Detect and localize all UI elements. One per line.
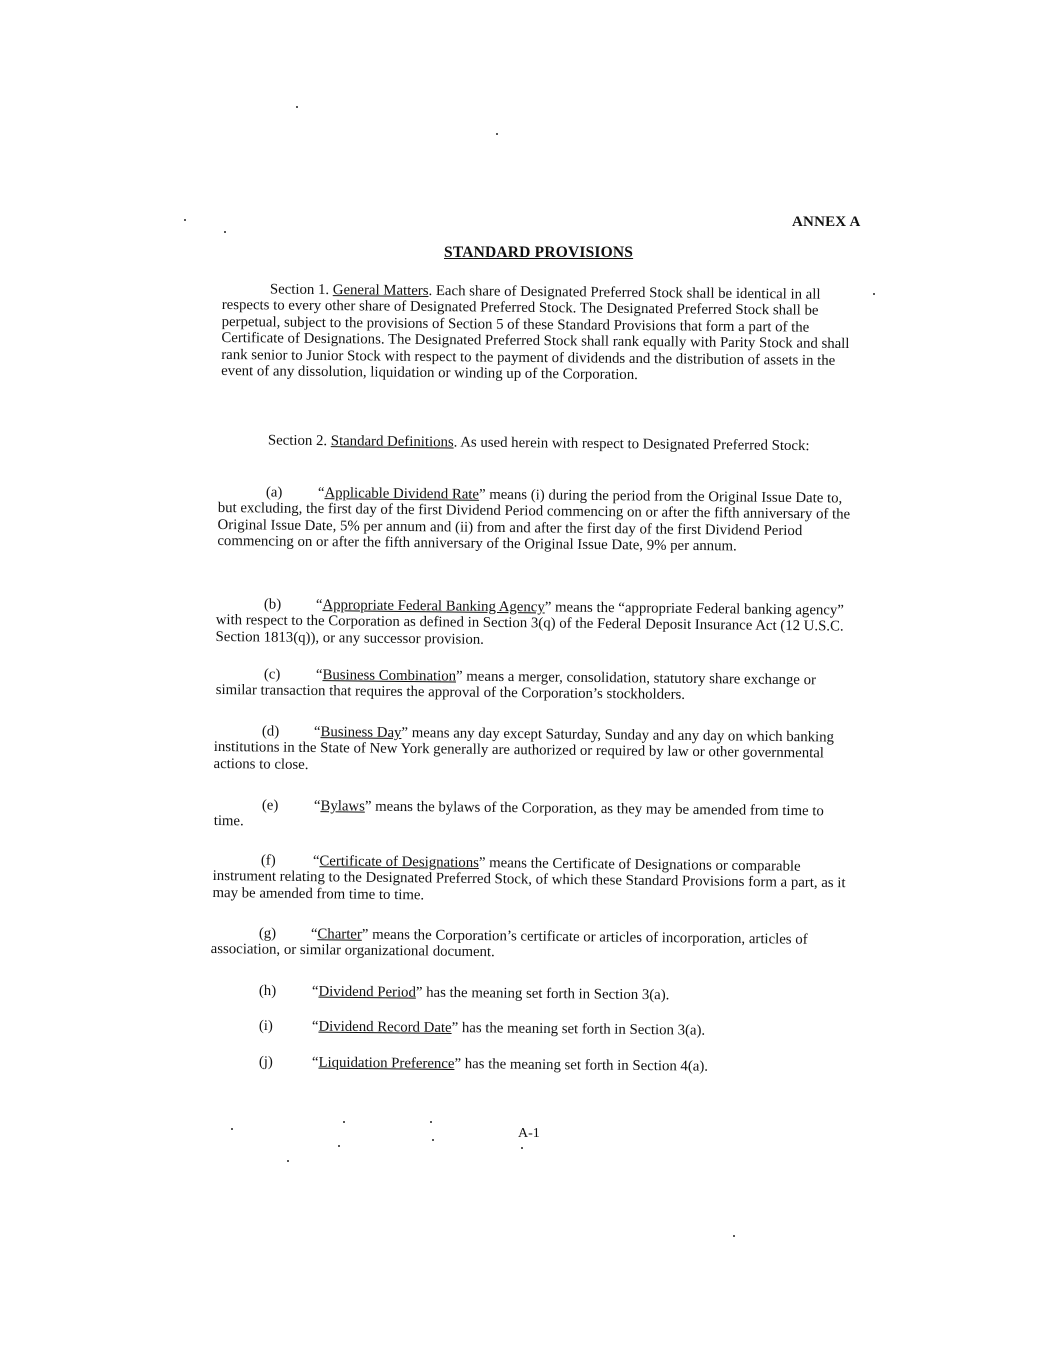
definition-e-term: Bylaws bbox=[320, 798, 365, 815]
scan-speck bbox=[338, 1145, 340, 1147]
definition-i bbox=[259, 1018, 705, 1039]
scan-speck bbox=[873, 293, 875, 295]
definition-g-open-quote: “ bbox=[310, 926, 318, 943]
definition-b-term: Appropriate Federal Banking Agency bbox=[322, 597, 545, 616]
definition-i-term: Dividend Record Date bbox=[318, 1018, 452, 1037]
definition-c-term: Business Combination bbox=[322, 667, 457, 685]
definition-d-open-quote: “ bbox=[313, 724, 321, 741]
section-2-body: . As used herein with respect to Designated Preferred Stock: bbox=[453, 434, 810, 455]
definition-i-label: (i) bbox=[258, 1018, 273, 1035]
scan-speck bbox=[733, 1235, 735, 1237]
definition-d bbox=[213, 723, 853, 779]
section-2-heading: Standard Definitions bbox=[330, 433, 454, 451]
section-1-paragraph bbox=[221, 281, 862, 386]
section-2-paragraph bbox=[220, 432, 860, 455]
definition-h-term: Dividend Period bbox=[318, 983, 416, 1001]
definition-e bbox=[214, 797, 854, 837]
scan-speck bbox=[430, 1121, 432, 1123]
definition-a-term: Applicable Dividend Rate bbox=[324, 485, 480, 503]
section-1-heading: General Matters bbox=[332, 282, 429, 299]
definition-e-label: (e) bbox=[261, 797, 279, 814]
definition-h-open-quote: “ bbox=[311, 983, 319, 1000]
section-1-label: Section 1. bbox=[269, 281, 330, 299]
definition-g-label: (g) bbox=[258, 925, 277, 942]
definition-j-text: ” has the meaning set forth in Section 4(a). bbox=[454, 1056, 709, 1075]
definition-g-text: ” means the Corporation’s certificate or articles of incorporation, articles of association, or similar organizational document. bbox=[210, 926, 808, 961]
scan-speck bbox=[432, 1139, 434, 1141]
definition-d-text: ” means any day except Saturday, Sunday and any day on which banking institutions in the State of New York generally are authorized or required by law or other governmental actions to close. bbox=[213, 724, 835, 773]
scan-speck bbox=[496, 133, 498, 135]
definition-f-label: (f) bbox=[260, 852, 276, 869]
section-2-label: Section 2. bbox=[267, 432, 328, 450]
section-1-body: . Each share of Designated Preferred Stock shall be identical in all respects to every other share of Designated Preferred Stock. The Designated Preferred Stock shall be perpetual, subject to the provisions of Section 5 of these Standard Provisions that form a part of the Certificate of Designations. The Designated Preferred Stock shall rank equally with Parity Stock and shall rank senior to Junior Stock with respect to the payment of dividends and the distribution of assets in the event of any dissolution, liquidation or winding up of the Corporation. bbox=[221, 282, 850, 384]
definition-e-open-quote: “ bbox=[313, 798, 321, 815]
definition-c-open-quote: “ bbox=[315, 667, 323, 684]
page-title: STANDARD PROVISIONS bbox=[444, 244, 634, 261]
annex-label: ANNEX A bbox=[792, 214, 861, 230]
definition-c bbox=[216, 666, 856, 706]
definition-b bbox=[215, 596, 855, 652]
definition-g-term: Charter bbox=[317, 926, 362, 943]
definition-j-term: Liquidation Preference bbox=[318, 1054, 455, 1073]
scan-speck bbox=[296, 106, 298, 108]
definition-a-label: (a) bbox=[265, 484, 283, 501]
definition-f-text: ” means the Certificate of Designations or comparable instrument relating to the Designated Preferred Stock, of which these Standard Provisions form a part, as it may be amended from time to time. bbox=[212, 855, 846, 904]
definition-b-open-quote: “ bbox=[315, 597, 323, 614]
scan-speck bbox=[343, 1121, 345, 1123]
definition-f bbox=[212, 852, 853, 908]
scan-speck bbox=[224, 231, 226, 233]
definition-d-term: Business Day bbox=[320, 724, 402, 741]
scan-speck bbox=[521, 1147, 523, 1149]
definition-f-open-quote: “ bbox=[312, 853, 320, 870]
definition-a bbox=[217, 484, 858, 556]
scan-speck bbox=[231, 1128, 233, 1130]
definition-h-label: (h) bbox=[258, 983, 277, 1000]
definition-d-label: (d) bbox=[261, 723, 280, 740]
definition-g bbox=[211, 925, 851, 965]
definition-c-label: (c) bbox=[263, 666, 281, 683]
definition-j bbox=[259, 1054, 708, 1075]
definition-i-open-quote: “ bbox=[311, 1018, 319, 1035]
definition-c-text: ” means a merger, consolidation, statutory share exchange or similar transaction that requires the approval of the Corporation’s stockholders. bbox=[215, 668, 817, 704]
definition-j-open-quote: “ bbox=[311, 1054, 319, 1071]
page-number: A-1 bbox=[518, 1126, 540, 1141]
scan-speck bbox=[184, 219, 186, 221]
definition-j-label: (j) bbox=[258, 1054, 273, 1071]
scan-speck bbox=[287, 1160, 289, 1162]
definition-a-text: ” means (i) during the period from the Original Issue Date to, but excluding, the first day of the first Dividend Period commencing on or after the fifth anniversary of the Original Issue Date, 5% per annum and (ii) from and after the first day of the first Dividend Period commencing on or after the fifth anniversary of the Original Issue Date, 9% per annum. bbox=[217, 486, 851, 555]
definition-h bbox=[259, 983, 670, 1004]
definition-f-term: Certificate of Designations bbox=[319, 853, 479, 872]
definition-i-text: ” has the meaning set forth in Section 3(a). bbox=[451, 1020, 706, 1039]
definition-e-text: ” means the bylaws of the Corporation, as they may be amended from time to time. bbox=[213, 798, 824, 830]
definition-b-text: ” means the “appropriate Federal banking agency” with respect to the Corporation as defined in Section 3(q) of the Federal Deposit Insurance Act (12 U.S.C. Section 1813(q)), or any successor provision. bbox=[215, 599, 844, 648]
definition-b-label: (b) bbox=[263, 596, 282, 613]
definition-a-open-quote: “ bbox=[317, 485, 325, 502]
definition-h-text: ” has the meaning set forth in Section 3(a). bbox=[415, 984, 670, 1004]
